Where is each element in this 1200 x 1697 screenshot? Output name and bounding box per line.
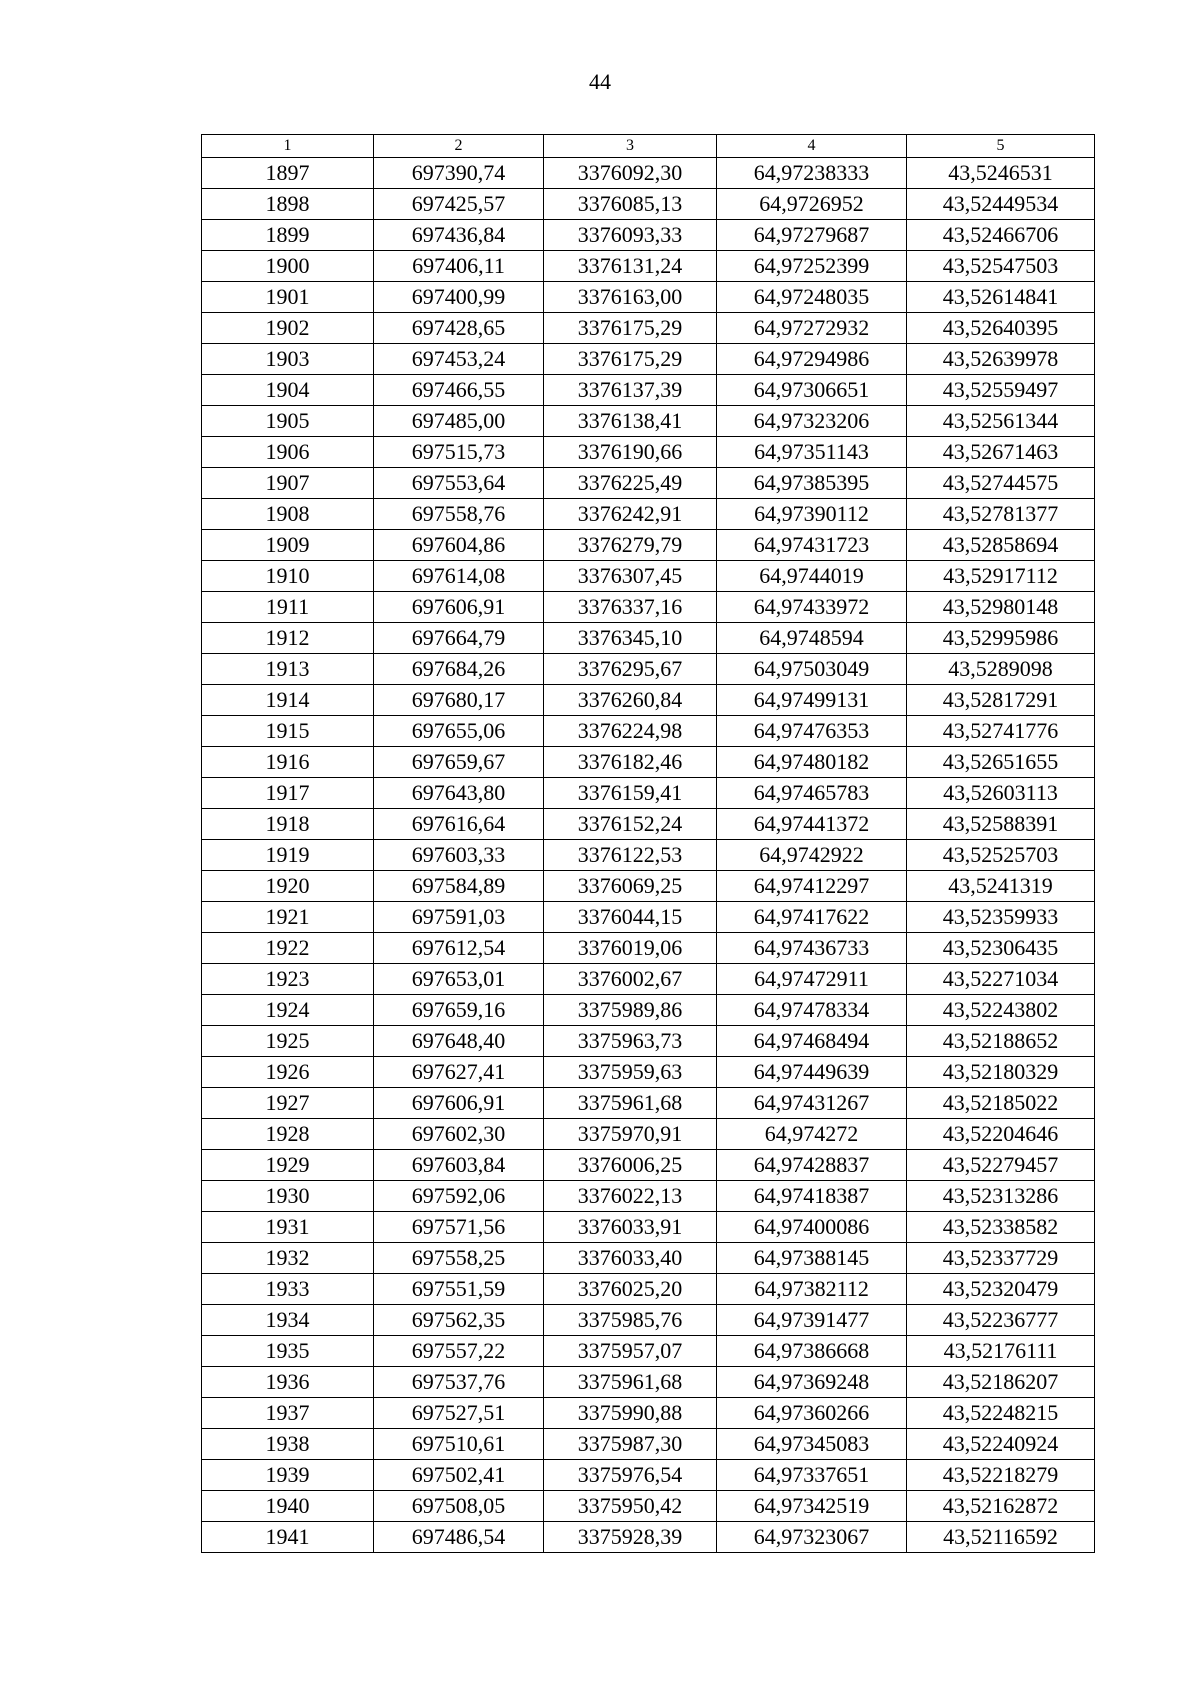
y-coordinate-cell: 3376225,49	[544, 468, 717, 499]
table-row	[202, 933, 1095, 964]
table-row	[202, 158, 1095, 189]
longitude-cell: 64,97294986	[717, 344, 907, 375]
y-coordinate-cell: 3375961,68	[544, 1367, 717, 1398]
latitude-cell: 43,52162872	[907, 1491, 1095, 1522]
point-number-cell: 1933	[202, 1274, 374, 1305]
y-coordinate-cell: 3375950,42	[544, 1491, 717, 1522]
table-row	[202, 995, 1095, 1026]
point-number-cell: 1905	[202, 406, 374, 437]
latitude-cell: 43,52466706	[907, 220, 1095, 251]
x-coordinate-cell: 697453,24	[374, 344, 544, 375]
latitude-cell: 43,52614841	[907, 282, 1095, 313]
point-number-cell: 1910	[202, 561, 374, 592]
table-row	[202, 809, 1095, 840]
x-coordinate-cell: 697627,41	[374, 1057, 544, 1088]
point-number-cell: 1923	[202, 964, 374, 995]
y-coordinate-cell: 3376044,15	[544, 902, 717, 933]
x-coordinate-cell: 697612,54	[374, 933, 544, 964]
table-row	[202, 313, 1095, 344]
point-number-cell: 1918	[202, 809, 374, 840]
x-coordinate-cell: 697643,80	[374, 778, 544, 809]
longitude-cell: 64,97428837	[717, 1150, 907, 1181]
y-coordinate-cell: 3376025,20	[544, 1274, 717, 1305]
x-coordinate-cell: 697428,65	[374, 313, 544, 344]
y-coordinate-cell: 3375989,86	[544, 995, 717, 1026]
y-coordinate-cell: 3375928,39	[544, 1522, 717, 1553]
point-number-cell: 1929	[202, 1150, 374, 1181]
table-row	[202, 716, 1095, 747]
latitude-cell: 43,52671463	[907, 437, 1095, 468]
table-row	[202, 1305, 1095, 1336]
latitude-cell: 43,52313286	[907, 1181, 1095, 1212]
point-number-cell: 1907	[202, 468, 374, 499]
y-coordinate-cell: 3376279,79	[544, 530, 717, 561]
longitude-cell: 64,97351143	[717, 437, 907, 468]
table-row	[202, 375, 1095, 406]
table-row	[202, 406, 1095, 437]
column-header-1: 1	[202, 135, 374, 158]
y-coordinate-cell: 3375985,76	[544, 1305, 717, 1336]
point-number-cell: 1921	[202, 902, 374, 933]
x-coordinate-cell: 697591,03	[374, 902, 544, 933]
y-coordinate-cell: 3376138,41	[544, 406, 717, 437]
longitude-cell: 64,97248035	[717, 282, 907, 313]
table-row	[202, 1150, 1095, 1181]
point-number-cell: 1903	[202, 344, 374, 375]
x-coordinate-cell: 697390,74	[374, 158, 544, 189]
latitude-cell: 43,52204646	[907, 1119, 1095, 1150]
table-row	[202, 592, 1095, 623]
longitude-cell: 64,97369248	[717, 1367, 907, 1398]
longitude-cell: 64,97391477	[717, 1305, 907, 1336]
longitude-cell: 64,97441372	[717, 809, 907, 840]
y-coordinate-cell: 3376337,16	[544, 592, 717, 623]
longitude-cell: 64,97480182	[717, 747, 907, 778]
longitude-cell: 64,97360266	[717, 1398, 907, 1429]
x-coordinate-cell: 697653,01	[374, 964, 544, 995]
y-coordinate-cell: 3376242,91	[544, 499, 717, 530]
table-row	[202, 220, 1095, 251]
y-coordinate-cell: 3376175,29	[544, 344, 717, 375]
table-row	[202, 1336, 1095, 1367]
point-number-cell: 1939	[202, 1460, 374, 1491]
latitude-cell: 43,52236777	[907, 1305, 1095, 1336]
y-coordinate-cell: 3375976,54	[544, 1460, 717, 1491]
latitude-cell: 43,52547503	[907, 251, 1095, 282]
point-number-cell: 1938	[202, 1429, 374, 1460]
point-number-cell: 1916	[202, 747, 374, 778]
table-row	[202, 1460, 1095, 1491]
longitude-cell: 64,9726952	[717, 189, 907, 220]
latitude-cell: 43,52858694	[907, 530, 1095, 561]
point-number-cell: 1937	[202, 1398, 374, 1429]
latitude-cell: 43,52980148	[907, 592, 1095, 623]
longitude-cell: 64,97476353	[717, 716, 907, 747]
table-row	[202, 778, 1095, 809]
longitude-cell: 64,97388145	[717, 1243, 907, 1274]
table-row	[202, 1119, 1095, 1150]
table-row	[202, 964, 1095, 995]
table-row	[202, 1026, 1095, 1057]
x-coordinate-cell: 697603,84	[374, 1150, 544, 1181]
x-coordinate-cell: 697466,55	[374, 375, 544, 406]
longitude-cell: 64,97323067	[717, 1522, 907, 1553]
longitude-cell: 64,97279687	[717, 220, 907, 251]
x-coordinate-cell: 697425,57	[374, 189, 544, 220]
longitude-cell: 64,97385395	[717, 468, 907, 499]
page-number: 44	[589, 69, 611, 94]
table-row	[202, 1057, 1095, 1088]
point-number-cell: 1902	[202, 313, 374, 344]
longitude-cell: 64,97503049	[717, 654, 907, 685]
header-row	[202, 135, 1095, 158]
y-coordinate-cell: 3376224,98	[544, 716, 717, 747]
longitude-cell: 64,97417622	[717, 902, 907, 933]
latitude-cell: 43,5246531	[907, 158, 1095, 189]
x-coordinate-cell: 697684,26	[374, 654, 544, 685]
point-number-cell: 1919	[202, 840, 374, 871]
point-number-cell: 1931	[202, 1212, 374, 1243]
longitude-cell: 64,97431267	[717, 1088, 907, 1119]
table-row	[202, 902, 1095, 933]
latitude-cell: 43,52525703	[907, 840, 1095, 871]
x-coordinate-cell: 697680,17	[374, 685, 544, 716]
x-coordinate-cell: 697606,91	[374, 1088, 544, 1119]
point-number-cell: 1900	[202, 251, 374, 282]
longitude-cell: 64,97418387	[717, 1181, 907, 1212]
latitude-cell: 43,52279457	[907, 1150, 1095, 1181]
point-number-cell: 1913	[202, 654, 374, 685]
table-row	[202, 530, 1095, 561]
latitude-cell: 43,52271034	[907, 964, 1095, 995]
x-coordinate-cell: 697606,91	[374, 592, 544, 623]
latitude-cell: 43,52741776	[907, 716, 1095, 747]
table-row	[202, 871, 1095, 902]
x-coordinate-cell: 697485,00	[374, 406, 544, 437]
point-number-cell: 1927	[202, 1088, 374, 1119]
y-coordinate-cell: 3376345,10	[544, 623, 717, 654]
longitude-cell: 64,97323206	[717, 406, 907, 437]
y-coordinate-cell: 3375990,88	[544, 1398, 717, 1429]
x-coordinate-cell: 697592,06	[374, 1181, 544, 1212]
x-coordinate-cell: 697400,99	[374, 282, 544, 313]
x-coordinate-cell: 697616,64	[374, 809, 544, 840]
x-coordinate-cell: 697551,59	[374, 1274, 544, 1305]
longitude-cell: 64,97412297	[717, 871, 907, 902]
table-row	[202, 1398, 1095, 1429]
y-coordinate-cell: 3376085,13	[544, 189, 717, 220]
x-coordinate-cell: 697571,56	[374, 1212, 544, 1243]
y-coordinate-cell: 3376002,67	[544, 964, 717, 995]
y-coordinate-cell: 3376163,00	[544, 282, 717, 313]
y-coordinate-cell: 3375957,07	[544, 1336, 717, 1367]
longitude-cell: 64,97337651	[717, 1460, 907, 1491]
x-coordinate-cell: 697406,11	[374, 251, 544, 282]
longitude-cell: 64,97390112	[717, 499, 907, 530]
latitude-cell: 43,52781377	[907, 499, 1095, 530]
table-row	[202, 1212, 1095, 1243]
latitude-cell: 43,52561344	[907, 406, 1095, 437]
table-row	[202, 561, 1095, 592]
table-row	[202, 623, 1095, 654]
latitude-cell: 43,52995986	[907, 623, 1095, 654]
latitude-cell: 43,5241319	[907, 871, 1095, 902]
longitude-cell: 64,97449639	[717, 1057, 907, 1088]
point-number-cell: 1906	[202, 437, 374, 468]
table-row	[202, 654, 1095, 685]
longitude-cell: 64,97342519	[717, 1491, 907, 1522]
latitude-cell: 43,52651655	[907, 747, 1095, 778]
y-coordinate-cell: 3376152,24	[544, 809, 717, 840]
column-header-4: 4	[717, 135, 907, 158]
table-header	[202, 135, 1095, 158]
latitude-cell: 43,52338582	[907, 1212, 1095, 1243]
longitude-cell: 64,9748594	[717, 623, 907, 654]
latitude-cell: 43,52640395	[907, 313, 1095, 344]
longitude-cell: 64,97345083	[717, 1429, 907, 1460]
table-row	[202, 1491, 1095, 1522]
y-coordinate-cell: 3376182,46	[544, 747, 717, 778]
table-row	[202, 344, 1095, 375]
point-number-cell: 1915	[202, 716, 374, 747]
table-row	[202, 747, 1095, 778]
x-coordinate-cell: 697436,84	[374, 220, 544, 251]
longitude-cell: 64,97238333	[717, 158, 907, 189]
point-number-cell: 1941	[202, 1522, 374, 1553]
longitude-cell: 64,97252399	[717, 251, 907, 282]
longitude-cell: 64,97499131	[717, 685, 907, 716]
y-coordinate-cell: 3376295,67	[544, 654, 717, 685]
table-row	[202, 1522, 1095, 1553]
x-coordinate-cell: 697603,33	[374, 840, 544, 871]
x-coordinate-cell: 697557,22	[374, 1336, 544, 1367]
longitude-cell: 64,97433972	[717, 592, 907, 623]
y-coordinate-cell: 3376122,53	[544, 840, 717, 871]
x-coordinate-cell: 697508,05	[374, 1491, 544, 1522]
coordinates-table	[201, 134, 1095, 1553]
longitude-cell: 64,97272932	[717, 313, 907, 344]
latitude-cell: 43,52180329	[907, 1057, 1095, 1088]
y-coordinate-cell: 3376022,13	[544, 1181, 717, 1212]
longitude-cell: 64,97400086	[717, 1212, 907, 1243]
column-header-3: 3	[544, 135, 717, 158]
x-coordinate-cell: 697655,06	[374, 716, 544, 747]
point-number-cell: 1909	[202, 530, 374, 561]
point-number-cell: 1897	[202, 158, 374, 189]
point-number-cell: 1926	[202, 1057, 374, 1088]
y-coordinate-cell: 3375970,91	[544, 1119, 717, 1150]
longitude-cell: 64,9744019	[717, 561, 907, 592]
x-coordinate-cell: 697510,61	[374, 1429, 544, 1460]
point-number-cell: 1917	[202, 778, 374, 809]
table-row	[202, 1429, 1095, 1460]
latitude-cell: 43,52240924	[907, 1429, 1095, 1460]
x-coordinate-cell: 697664,79	[374, 623, 544, 654]
table-row	[202, 1274, 1095, 1305]
longitude-cell: 64,974272	[717, 1119, 907, 1150]
y-coordinate-cell: 3376159,41	[544, 778, 717, 809]
y-coordinate-cell: 3376131,24	[544, 251, 717, 282]
table-row	[202, 468, 1095, 499]
y-coordinate-cell: 3376069,25	[544, 871, 717, 902]
y-coordinate-cell: 3376175,29	[544, 313, 717, 344]
y-coordinate-cell: 3376137,39	[544, 375, 717, 406]
latitude-cell: 43,52185022	[907, 1088, 1095, 1119]
latitude-cell: 43,52176111	[907, 1336, 1095, 1367]
latitude-cell: 43,52744575	[907, 468, 1095, 499]
point-number-cell: 1914	[202, 685, 374, 716]
y-coordinate-cell: 3376033,91	[544, 1212, 717, 1243]
y-coordinate-cell: 3376260,84	[544, 685, 717, 716]
point-number-cell: 1912	[202, 623, 374, 654]
x-coordinate-cell: 697584,89	[374, 871, 544, 902]
x-coordinate-cell: 697537,76	[374, 1367, 544, 1398]
latitude-cell: 43,52603113	[907, 778, 1095, 809]
y-coordinate-cell: 3375963,73	[544, 1026, 717, 1057]
table-row	[202, 189, 1095, 220]
x-coordinate-cell: 697614,08	[374, 561, 544, 592]
longitude-cell: 64,97382112	[717, 1274, 907, 1305]
longitude-cell: 64,97465783	[717, 778, 907, 809]
point-number-cell: 1922	[202, 933, 374, 964]
longitude-cell: 64,97306651	[717, 375, 907, 406]
point-number-cell: 1935	[202, 1336, 374, 1367]
y-coordinate-cell: 3376307,45	[544, 561, 717, 592]
latitude-cell: 43,52449534	[907, 189, 1095, 220]
table-row	[202, 1367, 1095, 1398]
x-coordinate-cell: 697558,25	[374, 1243, 544, 1274]
y-coordinate-cell: 3376033,40	[544, 1243, 717, 1274]
x-coordinate-cell: 697602,30	[374, 1119, 544, 1150]
point-number-cell: 1911	[202, 592, 374, 623]
table-row	[202, 282, 1095, 313]
x-coordinate-cell: 697659,16	[374, 995, 544, 1026]
longitude-cell: 64,97468494	[717, 1026, 907, 1057]
point-number-cell: 1901	[202, 282, 374, 313]
y-coordinate-cell: 3376019,06	[544, 933, 717, 964]
longitude-cell: 64,97386668	[717, 1336, 907, 1367]
x-coordinate-cell: 697553,64	[374, 468, 544, 499]
table-row	[202, 499, 1095, 530]
x-coordinate-cell: 697558,76	[374, 499, 544, 530]
table-body	[202, 158, 1095, 1553]
longitude-cell: 64,97478334	[717, 995, 907, 1026]
y-coordinate-cell: 3376006,25	[544, 1150, 717, 1181]
latitude-cell: 43,52248215	[907, 1398, 1095, 1429]
point-number-cell: 1899	[202, 220, 374, 251]
table-row	[202, 1181, 1095, 1212]
latitude-cell: 43,52639978	[907, 344, 1095, 375]
longitude-cell: 64,97436733	[717, 933, 907, 964]
point-number-cell: 1928	[202, 1119, 374, 1150]
table-row	[202, 840, 1095, 871]
y-coordinate-cell: 3375987,30	[544, 1429, 717, 1460]
point-number-cell: 1920	[202, 871, 374, 902]
table-row	[202, 1243, 1095, 1274]
latitude-cell: 43,52917112	[907, 561, 1095, 592]
point-number-cell: 1930	[202, 1181, 374, 1212]
latitude-cell: 43,52306435	[907, 933, 1095, 964]
y-coordinate-cell: 3376093,33	[544, 220, 717, 251]
latitude-cell: 43,52188652	[907, 1026, 1095, 1057]
longitude-cell: 64,97431723	[717, 530, 907, 561]
point-number-cell: 1932	[202, 1243, 374, 1274]
latitude-cell: 43,52243802	[907, 995, 1095, 1026]
point-number-cell: 1940	[202, 1491, 374, 1522]
x-coordinate-cell: 697527,51	[374, 1398, 544, 1429]
y-coordinate-cell: 3376190,66	[544, 437, 717, 468]
x-coordinate-cell: 697562,35	[374, 1305, 544, 1336]
table-row	[202, 1088, 1095, 1119]
column-header-5: 5	[907, 135, 1095, 158]
x-coordinate-cell: 697515,73	[374, 437, 544, 468]
y-coordinate-cell: 3375959,63	[544, 1057, 717, 1088]
point-number-cell: 1924	[202, 995, 374, 1026]
latitude-cell: 43,52359933	[907, 902, 1095, 933]
table-row	[202, 251, 1095, 282]
point-number-cell: 1898	[202, 189, 374, 220]
point-number-cell: 1904	[202, 375, 374, 406]
point-number-cell: 1936	[202, 1367, 374, 1398]
x-coordinate-cell: 697604,86	[374, 530, 544, 561]
latitude-cell: 43,52817291	[907, 685, 1095, 716]
latitude-cell: 43,52588391	[907, 809, 1095, 840]
table-row	[202, 437, 1095, 468]
point-number-cell: 1925	[202, 1026, 374, 1057]
latitude-cell: 43,52559497	[907, 375, 1095, 406]
point-number-cell: 1908	[202, 499, 374, 530]
latitude-cell: 43,52320479	[907, 1274, 1095, 1305]
longitude-cell: 64,9742922	[717, 840, 907, 871]
x-coordinate-cell: 697659,67	[374, 747, 544, 778]
y-coordinate-cell: 3375961,68	[544, 1088, 717, 1119]
table-row	[202, 685, 1095, 716]
latitude-cell: 43,52186207	[907, 1367, 1095, 1398]
x-coordinate-cell: 697486,54	[374, 1522, 544, 1553]
x-coordinate-cell: 697648,40	[374, 1026, 544, 1057]
y-coordinate-cell: 3376092,30	[544, 158, 717, 189]
x-coordinate-cell: 697502,41	[374, 1460, 544, 1491]
latitude-cell: 43,52116592	[907, 1522, 1095, 1553]
point-number-cell: 1934	[202, 1305, 374, 1336]
column-header-2: 2	[374, 135, 544, 158]
latitude-cell: 43,5289098	[907, 654, 1095, 685]
latitude-cell: 43,52337729	[907, 1243, 1095, 1274]
latitude-cell: 43,52218279	[907, 1460, 1095, 1491]
longitude-cell: 64,97472911	[717, 964, 907, 995]
